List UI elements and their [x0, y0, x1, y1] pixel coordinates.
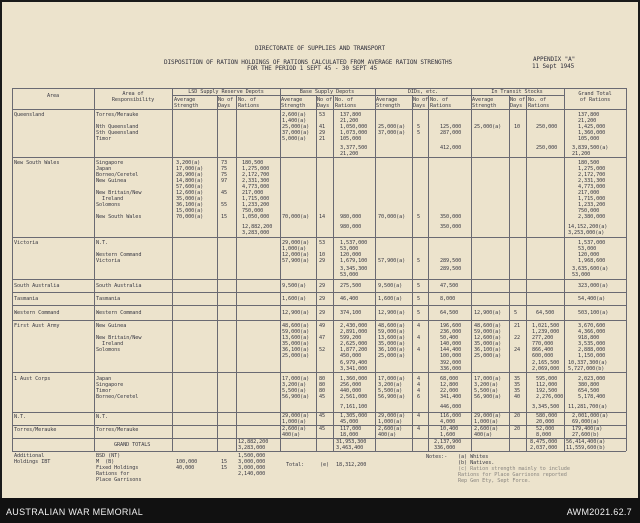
rule: [12, 157, 626, 158]
bsd-rations: 46,400: [340, 296, 359, 302]
did-subtotal: 412,000: [440, 145, 462, 151]
additional-days: 15 15: [221, 459, 228, 471]
did-strength: 17,000(a) 3,200(a) 5,500(a) 56,900(a): [378, 376, 406, 400]
did-strength: 70,000(a): [378, 214, 406, 220]
row-area: 1 Aust Corps: [14, 376, 51, 382]
additional-total-days: (e): [320, 462, 330, 468]
additional-label: Additional Holdings IBT: [14, 453, 51, 465]
grand-total: 2,001,000(a) 69,000(a): [572, 413, 609, 425]
did-rations: 8,000: [440, 296, 456, 302]
did-subtotal: 350,000: [440, 224, 462, 230]
grand-total: 323,000(a): [578, 283, 609, 289]
col-rule: [316, 95, 317, 451]
doc-date: 11 Sept 1945: [532, 63, 575, 70]
row-area: Tasmania: [14, 296, 39, 302]
did-rations: 350,000: [440, 214, 462, 220]
bsd-subtotal: 6,979,400 3,341,000: [340, 360, 368, 372]
row-responsibility: Tasmania: [96, 296, 121, 302]
col-header-bsd: Base Supply Depots: [299, 89, 355, 95]
did-subtotal: 392,000 336,000: [440, 360, 462, 372]
row-responsibility: South Australia: [96, 283, 142, 289]
bsd-rations: 374,100: [340, 310, 362, 316]
col-rule: [217, 95, 218, 451]
did-rations: 64,500: [440, 310, 459, 316]
row-responsibility: Singapore Japan Borneo/Ceretel New Guinea New Britain/New Ireland Solomons New South Wales: [96, 160, 142, 220]
col-header-area: Area: [46, 93, 60, 99]
bsd-subtotal: 3,377,500 21,200: [340, 145, 368, 157]
transit-subtotal: 250,000: [536, 145, 558, 151]
bsd-days: 53 41 29 21: [319, 112, 326, 142]
grand-subtotal: 11,281,700(a): [568, 404, 608, 410]
did-subtotal: 446,000: [440, 404, 462, 410]
did-days: 5: [417, 310, 421, 316]
did-strength: 2,600(a) 400(a): [378, 426, 403, 438]
rule: [12, 279, 626, 280]
bsd-strength: 2,600(a) 400(a): [282, 426, 307, 438]
did-rations: 68,000 12,800 22,000 341,400: [440, 376, 462, 400]
did-rations: 289,500: [440, 258, 462, 264]
rule: [12, 109, 626, 110]
bsd-strength: 2,600(a) 1,400(a) 25,000(a) 37,000(a) 5,000(a): [282, 112, 310, 142]
did-rations: 116,000 4,000: [440, 413, 462, 425]
transit-strength: 17,000(a) 3,200(a) 5,500(a) 56,900(a): [474, 376, 502, 400]
grand-totals-grand: 56,414,400(a) 11,559,600(b): [566, 439, 606, 451]
transit-strength: 25,000(a): [474, 124, 502, 130]
additional-total: 18,312,200: [336, 462, 367, 468]
row-responsibility: Japan Singapore Timor Borneo/Ceretel: [96, 376, 139, 400]
col-rule: [428, 95, 429, 451]
rule: [12, 292, 626, 293]
bsd-days: 14: [319, 214, 326, 220]
bsd-rations: 275,500: [340, 283, 362, 289]
row-responsibility: Torres/Merauke Nth Queensland Sth Queensland Timor: [96, 112, 139, 142]
rule: [12, 451, 626, 452]
col-header-transit: In Transit Stocks: [491, 89, 543, 95]
grand-total: 180,500 1,275,000 2,172,700 2,331,300 4,773,000 217,000 1,715,000 1,233,200 750,000 2,380,000: [578, 160, 606, 220]
lsd-subtotal: 12,882,200 3,283,000: [242, 224, 273, 236]
bsd-days: 29: [319, 296, 326, 302]
col-header-dids: DIDs, etc.: [407, 89, 439, 95]
lsd-days: 73 75 75 97 45 55 15: [221, 160, 228, 220]
row-area: New South Wales: [14, 160, 60, 166]
grand-total: 1,537,000 53,000 120,000 1,968,600: [578, 240, 606, 264]
did-strength: 1,600(a): [378, 296, 403, 302]
transit-days: 35 35 35 40: [514, 376, 521, 400]
subheader-avg: Average Strength: [376, 97, 401, 109]
col-rule: [236, 95, 237, 451]
rule: [12, 372, 626, 373]
col-header-responsibility: Area of Responsibility: [111, 91, 155, 103]
bsd-days: 29: [319, 310, 326, 316]
col-rule: [12, 88, 13, 451]
appendix-label: APPENDIX "A": [533, 56, 576, 63]
transit-days: 20: [514, 426, 521, 432]
transit-subtotal: 3,345,500: [532, 404, 560, 410]
transit-days: 21 22 24: [514, 323, 521, 353]
subheader-days: No of Days: [510, 97, 526, 109]
additional-strength: 100,000 40,000: [176, 459, 198, 471]
bsd-strength: 9,500(a): [282, 283, 307, 289]
bsd-rations: 1,537,000 53,000 120,000 1,679,100: [340, 240, 368, 264]
lsd-strength: 3,200(a) 17,000(a) 28,900(a) 14,800(a) 57,600(a) 12,600(a) 35,000(a) 36,100(a) 15,000(a) 70,000(a): [176, 160, 204, 220]
bsd-rations: 2,430,000 2,891,000 599,200 2,625,000 1,877,200 450,000: [340, 323, 368, 359]
bsd-rations: 1,305,000 45,000: [340, 413, 368, 425]
subheader-rations: No. of Rations: [528, 97, 550, 109]
did-strength: 57,900(a): [378, 258, 406, 264]
bsd-strength: 70,000(a): [282, 214, 310, 220]
bsd-days: 45: [319, 413, 326, 419]
notes-label: Notes:-: [426, 454, 448, 460]
transit-rations: 580,000 20,000: [536, 413, 558, 425]
transit-strength: 29,000(a) 1,000(a): [474, 413, 502, 425]
did-subtotal: 289,500: [440, 266, 462, 272]
did-days: 5: [417, 296, 421, 302]
row-responsibility: N.T. Western Command Victoria: [96, 240, 142, 264]
note-b: (b) Natives.: [458, 460, 495, 466]
grand-totals-transit: 8,475,000 2,037,000: [530, 439, 558, 451]
transit-rations: 595,000 112,000 192,500 2,276,000: [536, 376, 564, 400]
grand-totals-label: GRAND TOTALS: [114, 442, 151, 448]
col-rule: [172, 88, 173, 451]
additional-items: BSD (NT) M (B) Fixed Holdings Rations for Place Garrisons: [96, 453, 142, 483]
subheader-rations: No. of Rations: [238, 97, 260, 109]
note-e: Rep Gen Ety, Sept Force.: [458, 478, 531, 484]
note-c: (c) Ration strength mainly to include: [458, 466, 570, 472]
row-responsibility: New Guinea New Britain/New Ireland Solomons: [96, 323, 142, 353]
doc-title: DIRECTORATE OF SUPPLIES AND TRANSPORT: [255, 45, 385, 52]
grand-total: 503,100(a): [578, 310, 609, 316]
bsd-subtotal: 3,345,300 53,000: [340, 266, 368, 278]
did-days: 4: [417, 413, 421, 419]
col-header-lsd: LSD Supply Reserve Depots: [188, 89, 264, 95]
bsd-strength: 12,900(a): [282, 310, 310, 316]
grand-subtotal: 14,152,200(a) 3,253,000(a): [568, 224, 608, 236]
grand-totals-bsd: 31,953,300 3,463,400: [336, 439, 367, 451]
did-rations: 125,000 287,000: [440, 124, 462, 136]
rule: [12, 305, 626, 306]
additional-total-label: Total:: [286, 462, 305, 468]
row-area: N.T.: [14, 414, 27, 420]
note-a: (a) Whites: [458, 454, 489, 460]
transit-days: 20: [514, 413, 521, 419]
grand-total: 179,400(a) 27,600(b): [572, 426, 603, 438]
bsd-days: 80 80 80 45: [319, 376, 326, 400]
transit-subtotal: 2,165,500 2,069,000: [532, 360, 560, 372]
transit-rations: 52,000 8,000: [536, 426, 555, 438]
grand-total: 54,400(a): [578, 296, 606, 302]
did-strength: 12,900(a): [378, 310, 406, 316]
bsd-strength: 29,000(a) 1,000(a): [282, 413, 310, 425]
additional-rations: 1,500,000 3,000,000 3,000,000 2,140,000: [238, 453, 266, 477]
subheader-rations: No. of Rations: [335, 97, 357, 109]
col-rule: [375, 88, 376, 451]
footer-accession-id: AWM2021.62.7: [566, 507, 632, 517]
col-rule: [412, 95, 413, 451]
lsd-rations: 180,500 1,275,000 2,172,700 2,331,300 4,773,000 217,000 1,715,000 1,233,200 750,000 1,050,000: [242, 160, 270, 220]
subheader-avg: Average Strength: [472, 97, 497, 109]
row-responsibility: N.T.: [96, 414, 109, 420]
did-strength: 25,000(a) 37,000(a): [378, 124, 406, 136]
bsd-rations: 1,360,000 256,000 440,000 2,561,000: [340, 376, 368, 400]
did-days: 5: [417, 214, 421, 220]
bsd-strength: 17,000(a) 3,200(a) 5,500(a) 56,900(a): [282, 376, 310, 400]
note-d: Rations for Place Garrisons reported: [458, 472, 567, 478]
col-rule: [509, 95, 510, 451]
bsd-rations: 137,800 21,200 1,050,000 1,073,000 105,000: [340, 112, 368, 142]
subheader-days: No of Days: [317, 97, 333, 109]
grand-total: 3,670,600 4,366,000 918,800 3,535,000 2,888,000 1,150,000: [578, 323, 606, 359]
col-rule: [94, 88, 95, 451]
did-strength: 29,000(a) 1,000(a): [378, 413, 406, 425]
col-header-grand-total: Grand Total of Rations: [578, 91, 612, 103]
row-responsibility: Western Command: [96, 310, 142, 316]
subheader-days: No of Days: [218, 97, 234, 109]
col-rule: [626, 88, 627, 451]
did-days: 5: [417, 258, 421, 264]
subheader-avg: Average Strength: [174, 97, 199, 109]
bsd-subtotal: 980,000: [340, 224, 362, 230]
grand-total: 2,023,000 380,800 654,500 5,178,400: [578, 376, 606, 400]
row-area: Western Command: [14, 310, 60, 316]
subheader-days: No of Days: [413, 97, 429, 109]
footer-credit: AUSTRALIAN WAR MEMORIAL: [6, 507, 144, 517]
transit-strength: 48,600(a) 59,000(a) 12,600(a) 35,000(a) 36,100(a) 25,000(a): [474, 323, 502, 359]
transit-days: 5: [514, 310, 518, 316]
did-strength: 48,600(a) 59,000(a) 13,600(a) 35,000(a) 36,100(a) 25,000(a): [378, 323, 406, 359]
transit-rations: 64,500: [536, 310, 555, 316]
did-rations: 196,600 236,000 50,400 140,000 144,400 100,000: [440, 323, 462, 359]
did-rations: 47,500: [440, 283, 459, 289]
bsd-days: 29: [319, 283, 326, 289]
grand-total: 137,800 21,200 1,425,000 1,360,000 105,000: [578, 112, 606, 142]
col-rule: [471, 88, 472, 451]
subheader-avg: Average Strength: [281, 97, 306, 109]
grand-subtotal: 3,635,600(a) 53,000: [572, 266, 609, 278]
row-area: Torres/Merauke: [14, 427, 57, 433]
rule: [172, 95, 564, 96]
row-responsibility: Torres/Merauke: [96, 427, 139, 433]
did-days: 5: [417, 283, 421, 289]
grand-totals-lsd: 12,882,200 3,283,000: [238, 439, 269, 451]
bsd-strength: 48,600(a) 59,000(a) 13,600(a) 35,000(a) 36,100(a) 25,000(a): [282, 323, 310, 359]
bsd-days: 53 10 29: [319, 240, 326, 264]
bsd-rations: 117,000 18,000: [340, 426, 362, 438]
grand-subtotal: 10,337,300(a) 5,727,000(b): [568, 360, 608, 372]
transit-days: 10: [514, 124, 521, 130]
grand-totals-did: 2,137,900 336,000: [434, 439, 462, 451]
col-rule: [526, 95, 527, 451]
bsd-strength: 1,600(a): [282, 296, 307, 302]
row-area: South Australia: [14, 283, 60, 289]
rule: [12, 237, 626, 238]
bsd-subtotal: 7,161,100: [340, 404, 368, 410]
col-rule: [333, 95, 334, 451]
transit-rations: 1,021,500 1,239,000 277,200 770,000 866,400 600,000: [532, 323, 560, 359]
bsd-rations: 980,000: [340, 214, 362, 220]
doc-period: FOR THE PERIOD 1 SEPT 45 - 30 SEPT 45: [247, 65, 377, 72]
did-strength: 9,500(a): [378, 283, 403, 289]
row-area: First Aust Army: [14, 323, 60, 329]
doc-subtitle: DISPOSITION OF RATION HOLDINGS OF RATIONS CALCULATED FROM AVERAGE RATION STRENGTHS: [163, 59, 453, 66]
grand-subtotal: 3,839,500(a) 21,200: [572, 145, 609, 157]
archive-footer: [0, 498, 640, 523]
row-area: Victoria: [14, 240, 39, 246]
did-days: 4 4 4: [417, 323, 421, 353]
did-days: 4 4 4 6: [417, 376, 421, 400]
did-rations: 10,400 1,600: [440, 426, 459, 438]
bsd-days: 45: [319, 426, 326, 432]
bsd-strength: 29,000(a) 1,000(a) 12,000(a) 57,900(a): [282, 240, 310, 264]
transit-rations: 250,000: [536, 124, 558, 130]
subheader-rations: No. of Rations: [430, 97, 452, 109]
bsd-days: 49 47 52: [319, 323, 326, 353]
row-area: Queensland: [14, 112, 45, 118]
document-page: [2, 2, 638, 498]
transit-strength: 12,900(a): [474, 310, 502, 316]
rule: [12, 320, 626, 321]
col-rule: [280, 88, 281, 451]
transit-strength: 2,600(a) 400(a): [474, 426, 499, 438]
did-days: 5 5: [417, 124, 421, 136]
col-rule: [564, 88, 565, 451]
did-days: 4: [417, 426, 421, 432]
